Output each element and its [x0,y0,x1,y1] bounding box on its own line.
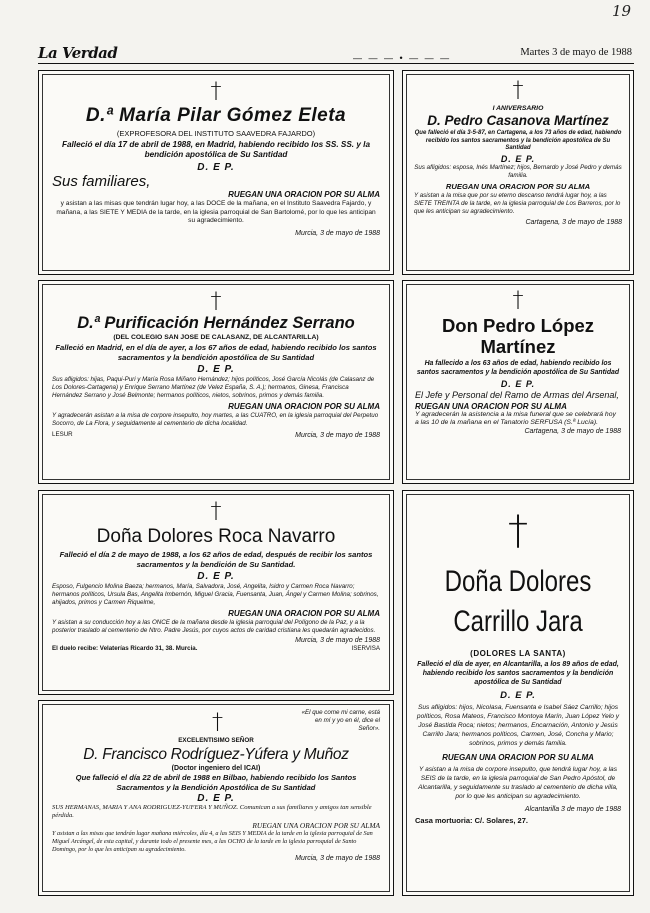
obituary-lopez-martinez [402,280,634,484]
family-list: Esposo, Fulgencio Molina Baeza; hermanos, María, Salvadora, José, Angelita, Isidro y Carmen Roca Navarro; hermanos políticos, Ursula Bas, Angelita Imbernón, Miguel Gracia, Fuensanta, Juan, Ángel y Carmen Molina; sobrinos, ahijados, primos y Carmen Riquelme, [52,583,379,606]
cross-icon: † [210,499,222,524]
page-header [38,44,634,64]
mass-details: Y asistan a las misas que tendrán lugar mañana miércoles, día 4, a las SEIS Y MEDIA de la tarde en la iglesia parroquial de San Miguel Arcángel, de esta capital, y durante todo el presente mes, a las OCHO de la tarde en la iglesia parroquial de Santo Domingo, por lo que les anticipan su agradecimiento. [52,830,373,853]
cross-icon: † [512,78,524,103]
dep: D. E P. [500,690,536,702]
place-date: Cartagena, 3 de mayo de 1988 [525,219,622,227]
family-line: SUS HERMANAS, MARIA Y ANA RODRIGUEZ-YUFERA Y MUÑOZ. Comunican a sus familiares y amigos tan sensible pérdida. [52,804,372,819]
family-line: Sus familiares, [52,172,151,190]
header-separator: — — — • — — — [353,53,452,63]
obituary-carrillo-jara [402,490,634,896]
honorific: EXCELENTISIMO SEÑOR [178,737,254,744]
place-date: Murcia, 3 de mayo de 1988 [295,855,380,862]
deceased-name: D. Pedro Casanova Martínez [427,113,609,128]
family-list: Sus afligidos: hijos, Nicolasa, Fuensanta e Isabel Sáez Carrillo; hijos políticos, Rosa Mateos, Francisco Montoya Marín, Juan López Yelo y José Bastida Roca; nietos; hermanos, Encarnación, Antonio y Jesús Carrillo Jara; hermanos políticos, Carmen, José, Concha y Mario; sobrinos, primos y demás familia. [416,704,620,748]
death-notice: Ha fallecido a los 63 años de edad, habiendo recibido los santos sacramentos y la bendición apostólica de Su Santidad [416,360,620,376]
newspaper-logo: La Verdad [38,44,118,62]
cross-icon: † [212,710,223,735]
place-date: Murcia, 3 de mayo de 1988 [295,637,380,644]
dep: D. E P. [197,161,235,173]
obituary-gomez-eleta [38,70,394,275]
mass-details: y asistan a las misas que tendrán lugar hoy, a las DOCE de la mañana, en el Instituto Saavedra Fajardo, y mañana, a las SIETE Y MEDIA de la tarde, en la iglesia parroquial de San Bartolomé, por lo que les anticipan su agradecimiento. [56,199,376,225]
deceased-name-line2: Martínez [480,336,556,357]
scripture-quote: «El que come mi carne, está en mí y yo en él, dice el Señor». [301,709,380,732]
header-date: Martes 3 de mayo de 1988 [520,47,632,58]
mass-details: Y agradecerán asistan a la misa de corpore insepulto, hoy martes, a las CUATRO, en la iglesia parroquial del Perpetuo Socorro, de La Flora, y seguidamente al cementerio de dicha localidad. [52,412,379,428]
death-notice: Falleció el día 17 de abril de 1988, en Madrid, habiendo recibido los SS. SS. y la bendición apostólica de Su Santidad [61,139,371,159]
prayer-request: RUEGAN UNA ORACION POR SU ALMA [415,401,567,411]
subtitle: (EXPROFESORA DEL INSTITUTO SAAVEDRA FAJARDO) [116,128,316,138]
agency-mark: LESUR [52,431,73,439]
cross-icon: † [210,79,222,104]
deceased-name-line1: Doña Dolores [444,564,592,599]
death-notice: Falleció el día 2 de mayo de 1988, a los 62 años de edad, después de recibir los santos sacramentos y la bendición de Su Santidad. [59,550,373,569]
page-number-handwritten: 19 [612,2,632,20]
dep: D. E P. [500,379,536,389]
obituary-hernandez-serrano [38,280,394,484]
mass-details: Y agradecerán la asistencia a la misa funeral que se celebrará hoy a las 10 de la mañana en el Tanatorio SERFUSA (S.ª Lucía). [415,410,616,426]
deceased-name: D.ª María Pilar Gómez Eleta [85,105,347,126]
cross-icon: † [512,288,524,313]
casa-mortuoria: Casa mortuoria: C/. Solares, 27. [415,816,528,826]
deceased-name: D.ª Purificación Hernández Serrano [77,314,355,332]
place-date: Cartagena, 3 de mayo de 1988 [524,428,621,436]
prayer-request: RUEGAN UNA ORACION POR SU ALMA [228,189,380,199]
death-notice: Falleció el día de ayer, en Alcantarilla, a los 89 años de edad, habiendo recibido los santos sacramentos y la bendición apostólica de Su Santidad [417,661,619,686]
mass-details: Y asistan a su conducción hoy a las ONCE de la mañana desde la iglesia parroquial del Polígono de la Paz, y a la posterior traslado al cementerio de Ntro. Padre Jesús, por cuyos actos de caridad cristiana les quedarán agradecidos. [52,619,376,634]
mass-details: Y asistan a la misa de corpore insepulto, que tendrá lugar hoy, a las SEIS de la tarde, en la iglesia parroquial de San Pedro Apóstol, de Alcantarilla, y seguidamente su traslado al cementerio de dicha villa, por lo que les anticipan su agradecimiento. [418,766,618,801]
prayer-request: RUEGAN UNA ORACION POR SU ALMA [445,182,591,192]
obituary-rodriguez-yufera [38,700,394,896]
agency-mark: ISERVISA [351,645,380,652]
place-date: Murcia, 3 de mayo de 1988 [295,229,380,237]
duelo-info: El duelo recibe: Velaterías Ricardo 31, 38. Murcia. [52,645,198,652]
death-notice: Que falleció el día 22 de abril de 1988 en Bilbao, habiendo recibido los Santos Sacramentos y la Bendición Apostólica de Su Santidad [75,773,357,792]
cross-icon: † [210,289,222,314]
anniversary-label: I ANIVERSARIO [492,105,544,112]
dep: D. E P. [500,154,536,165]
obituary-casanova-martinez [402,70,634,275]
subtitle: (DOLORES LA SANTA) [470,649,566,658]
death-notice: Que falleció el día 3-5-87, en Cartagena, a los 73 años de edad, habiendo recibido los santos sacramentos y la bendición apostólica de Su Santidad [414,130,622,151]
deceased-name: Doña Dolores Roca Navarro [96,526,336,547]
place-date: Alcantarilla 3 de mayo de 1988 [524,806,621,814]
dep: D. E P. [197,364,235,376]
deceased-name-line2: Carrillo Jara [453,604,583,639]
family-line: El Jefe y Personal del Ramo de Armas del Arsenal, [415,390,619,400]
deceased-name-line1: Don Pedro López [441,315,595,336]
family-list: Sus afligidos: hijas, Paqui-Puri y María Rosa Miñano Hernández; hijos políticos, José García Nicolás (de Calasanz de Los Dolores-Cartagena) y Enrique Serrano Martínez (de Velez España, S. A.); hermanos, Ginesa, Francisca Hernández Serrano y José Belmonte; hermanos políticos, nietos, sobrinos, primos y demás familia. [52,376,375,400]
mass-details: Y asistan a la misa que por su eterno descanso tendrá lugar hoy, a las SIETE TREINTA de la tarde, en la iglesia parroquial de Los Barreros, por lo que les anticipan su agradecimiento. [414,192,621,216]
prayer-request: RUEGAN UNA ORACION POR SU ALMA [252,821,380,830]
subtitle: (Doctor ingeniero del ICAI) [171,765,261,772]
prayer-request: RUEGAN UNA ORACION POR SU ALMA [442,753,594,763]
dep: D. E P. [197,793,235,804]
deceased-name: D. Francisco Rodríguez-Yúfera y Muñoz [83,746,349,763]
place-date: Murcia, 3 de mayo de 1988 [295,432,380,440]
death-notice: Falleció en Madrid, en el día de ayer, a los 67 años de edad, habiendo recibido los santos sacramentos y la bendición apostólica de Su Santidad [55,343,377,362]
prayer-request: RUEGAN UNA ORACION POR SU ALMA [228,609,380,618]
dep: D. E P. [197,571,235,582]
family-list: Sus afligidos: esposa, Inés Martínez; hijos, Bernardo y José Pedro y demás familia. [414,164,622,180]
prayer-request: RUEGAN UNA ORACION POR SU ALMA [228,402,380,412]
obituary-roca-navarro [38,490,394,695]
subtitle: (DEL COLEGIO SAN JOSE DE CALASANZ, DE ALCANTARILLA) [113,334,319,342]
cross-icon: † [508,508,528,554]
